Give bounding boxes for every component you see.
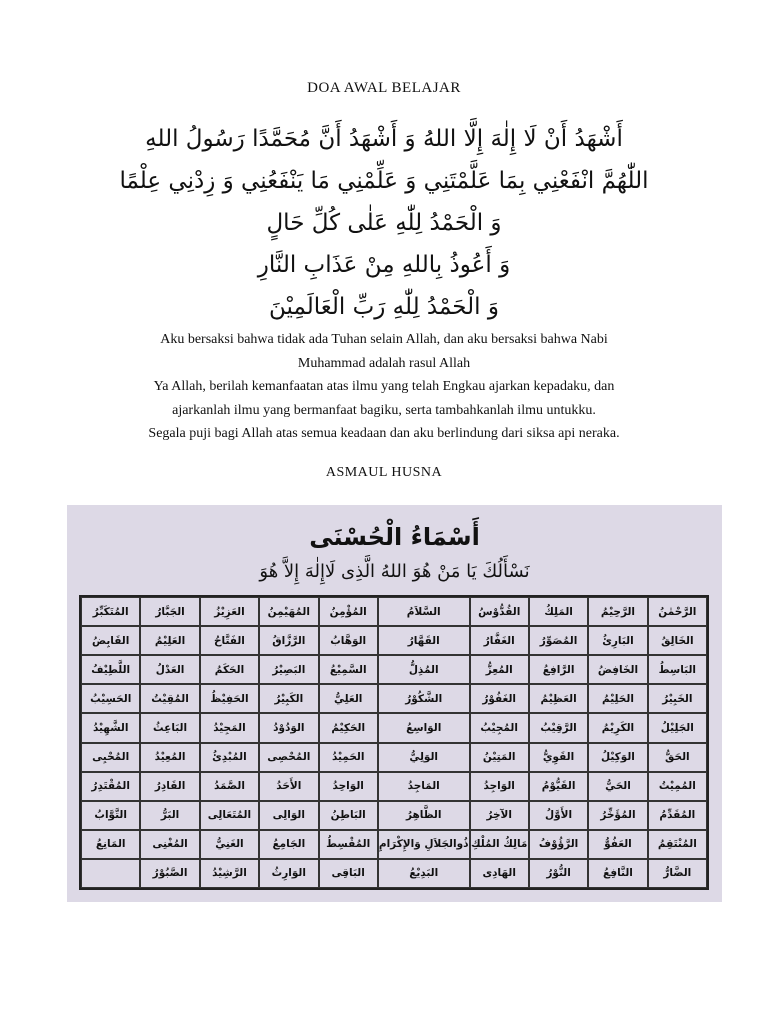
asma-invocation: نَسْأَلُكَ يَا مَنْ هُوَ اللهُ الَّذِى لَاإِلٰهَ إِلاَّ هُوَ [259, 561, 530, 582]
translation-line-4: ajarkanlah ilmu yang bermanfaat bagiku, serta tambahkanlah ilmu untukku. [172, 402, 596, 418]
arabic-prayer [0, 118, 768, 328]
asma-name-cell: النُّوْرُ [529, 859, 588, 888]
arabic-line-1: أَشْهَدُ أَنْ لَا إِلٰهَ إِلَّا اللهُ وَ أَشْهَدُ أَنَّ مُحَمَّدًا رَسُولُ اللهِ [145, 126, 623, 152]
asma-name-cell: المُقْسِطُ [319, 830, 378, 859]
asma-name-cell: الوَالِى [259, 801, 318, 830]
asma-name-cell: المُتَعَالِى [200, 801, 259, 830]
asma-name-cell: المُمِيْتُ [648, 772, 707, 801]
asma-name-cell: المُؤْمِنُ [319, 597, 378, 626]
translation-line-3: Ya Allah, berilah kemanfaatan atas ilmu yang telah Engkau ajarkan kepadaku, dan [153, 379, 615, 394]
asma-name-cell: العَدْلُ [140, 655, 199, 684]
asma-name-cell: المَلِكُ [529, 597, 588, 626]
asma-name-cell: الخَالِقُ [648, 626, 707, 655]
arabic-line-2: اللّٰهُمَّ انْفَعْنِي بِمَا عَلَّمْتَنِي وَ عَلِّمْنِي مَا يَنْفَعُنِي وَ زِدْنِي عِلْمًا [119, 168, 649, 194]
asma-name-cell: الوَاحِدُ [319, 772, 378, 801]
asma-name-cell: الوَكِيْلُ [588, 743, 647, 772]
asma-name-cell: المُهَيْمِنُ [259, 597, 318, 626]
asma-name-cell: البَارِئُ [588, 626, 647, 655]
asma-name-cell: المُبْدِئُ [200, 743, 259, 772]
section-subtitle: ASMAUL HUSNA [325, 465, 443, 480]
asma-name-cell: البَاعِثُ [140, 713, 199, 742]
asma-name-cell: الحَيُّ [588, 772, 647, 801]
asma-name-cell: المُعِيْدُ [140, 743, 199, 772]
asma-name-cell: الخَافِضُ [588, 655, 647, 684]
asma-name-cell: مَالِكُ المُلْكِ [470, 830, 529, 859]
asma-name-cell: الوَارِثُ [259, 859, 318, 888]
asma-name-cell: الرَّافِعُ [529, 655, 588, 684]
page-title: DOA AWAL BELAJAR [307, 80, 461, 96]
asma-name-cell: العَظِيْمُ [529, 684, 588, 713]
asma-name-cell: المُقْتَدِرُ [81, 772, 140, 801]
asma-name-cell: الضَّارُّ [648, 859, 707, 888]
asma-name-cell: التَّوَّابُ [81, 801, 140, 830]
asma-name-cell: البَاسِطُ [648, 655, 707, 684]
asma-name-cell: المُنْتَقِمُ [648, 830, 707, 859]
asma-name-cell: المَانِعُ [81, 830, 140, 859]
asma-name-cell: المَجِيْدُ [200, 713, 259, 742]
asma-name-cell: الجَبَّارُ [140, 597, 199, 626]
asma-name-cell: الرَّؤُوْفُ [529, 830, 588, 859]
asma-name-cell: الآخِرُ [470, 801, 529, 830]
asma-name-cell: المُذِلُّ [378, 655, 470, 684]
asma-name-cell: الغَفُوْرُ [470, 684, 529, 713]
asma-name-cell: المُحْصِى [259, 743, 318, 772]
asma-name-cell: الجَلِيْلُ [648, 713, 707, 742]
asma-name-cell: الكَرِيْمُ [588, 713, 647, 742]
asma-name-cell: المُقِيْتُ [140, 684, 199, 713]
asma-name-cell: الرَّحِيْمُ [588, 597, 647, 626]
asma-name-cell: المَتِيْنُ [470, 743, 529, 772]
asma-name-cell: الوَهَّابُ [319, 626, 378, 655]
asma-name-cell: الشَّكُوْرُ [378, 684, 470, 713]
asma-name-cell: الظَّاهِرُ [378, 801, 470, 830]
asma-name-cell: القَابِضُ [81, 626, 140, 655]
asma-name-cell: الأَحَدُ [259, 772, 318, 801]
asma-name-cell: المُغْنِى [140, 830, 199, 859]
asma-name-cell [81, 859, 140, 888]
asma-name-cell: المُؤَخِّرُ [588, 801, 647, 830]
asma-name-cell: الحَسِيْبُ [81, 684, 140, 713]
asma-name-cell: الحَكَمُ [200, 655, 259, 684]
asma-name-cell: العَفُوُّ [588, 830, 647, 859]
asma-name-cell: الفَتَّاحُ [200, 626, 259, 655]
asmaul-husna-image [67, 505, 722, 902]
arabic-line-4: وَ أَعُوذُ بِاللهِ مِنْ عَذَابِ النَّارِ [257, 252, 511, 278]
asma-name-cell: القَيُّوْمُ [529, 772, 588, 801]
asma-name-cell: البَصِيْرُ [259, 655, 318, 684]
asma-name-cell: الوَاسِعُ [378, 713, 470, 742]
asma-name-cell: الكَبِيْرُ [259, 684, 318, 713]
asma-name-cell: الصَّبُوْرُ [140, 859, 199, 888]
asma-name-cell: ذُوالجَلاَلِ وَالإِكْرَامِ [378, 830, 470, 859]
asma-name-cell: البَرُّ [140, 801, 199, 830]
translation-line-1: Aku bersaksi bahwa tidak ada Tuhan selain Allah, dan aku bersaksi bahwa Nabi [160, 332, 608, 347]
asma-name-cell: العَلِيْمُ [140, 626, 199, 655]
asma-name-cell: السَّمِيْعُ [319, 655, 378, 684]
asma-name-cell: اللَّطِيْفُ [81, 655, 140, 684]
asma-name-cell: الغَنِيُّ [200, 830, 259, 859]
asma-name-cell: الأَوَّلُ [529, 801, 588, 830]
asma-name-cell: العَلِيُّ [319, 684, 378, 713]
asma-name-cell: الوَدُوْدُ [259, 713, 318, 742]
asma-name-cell: الرَّزَّاقُ [259, 626, 318, 655]
asma-name-cell: الوَلِيُّ [378, 743, 470, 772]
asma-name-cell: البَاطِنُ [319, 801, 378, 830]
asma-name-cell: الحَكِيْمُ [319, 713, 378, 742]
asma-title: أَسْمَاءُ الْحُسْنَى [309, 523, 480, 551]
arabic-line-5: وَ الْحَمْدُ لِلّٰهِ رَبِّ الْعَالَمِيْنَ [269, 294, 499, 320]
asma-name-cell: العَزِيْزُ [200, 597, 259, 626]
asma-name-cell: الخَبِيْرُ [648, 684, 707, 713]
asma-name-cell: الوَاجِدُ [470, 772, 529, 801]
asma-name-cell: الصَّمَدُ [200, 772, 259, 801]
asma-name-cell: الرَّشِيْدُ [200, 859, 259, 888]
asma-name-cell: القُدُّوْسُ [470, 597, 529, 626]
asma-names-table [79, 595, 709, 890]
asma-name-cell: البَدِيْعُ [378, 859, 470, 888]
translation-line-2: Muhammad adalah rasul Allah [297, 355, 471, 371]
asma-name-cell: القَادِرُ [140, 772, 199, 801]
asma-name-cell: الغَفَّارُ [470, 626, 529, 655]
asma-name-cell: النَّافِعُ [588, 859, 647, 888]
asma-name-cell: المُعِزُّ [470, 655, 529, 684]
asma-name-cell: المُقَدِّمُ [648, 801, 707, 830]
asma-name-cell: البَاقِى [319, 859, 378, 888]
asma-name-cell: الهَادِى [470, 859, 529, 888]
asma-name-cell: المُجِيْبُ [470, 713, 529, 742]
asma-name-cell: الحَقُّ [648, 743, 707, 772]
asma-name-cell: الرَّحْمٰنُ [648, 597, 707, 626]
asma-name-cell: الشَّهِيْدُ [81, 713, 140, 742]
translation-line-5: Segala puji bagi Allah atas semua keadaan dan aku berlindung dari siksa api neraka. [148, 426, 620, 441]
asma-name-cell: الجَامِعُ [259, 830, 318, 859]
arabic-line-3: وَ الْحَمْدُ لِلّٰهِ عَلٰى كُلِّ حَالٍ [266, 210, 502, 236]
asma-name-cell: الحَلِيْمُ [588, 684, 647, 713]
translation-text [70, 328, 698, 446]
asma-name-cell: القَوِيُّ [529, 743, 588, 772]
asma-name-cell: الحَمِيْدُ [319, 743, 378, 772]
asma-name-cell: السَّلاَمُ [378, 597, 470, 626]
asma-name-cell: المُصَوِّرُ [529, 626, 588, 655]
asma-name-cell: المَاجِدُ [378, 772, 470, 801]
asma-name-cell: الحَفِيْظُ [200, 684, 259, 713]
asma-name-cell: القَهَّارُ [378, 626, 470, 655]
asma-name-cell: المُحْيِى [81, 743, 140, 772]
asma-name-cell: الرَّقِيْبُ [529, 713, 588, 742]
asma-name-cell: المُتَكَبِّرُ [81, 597, 140, 626]
